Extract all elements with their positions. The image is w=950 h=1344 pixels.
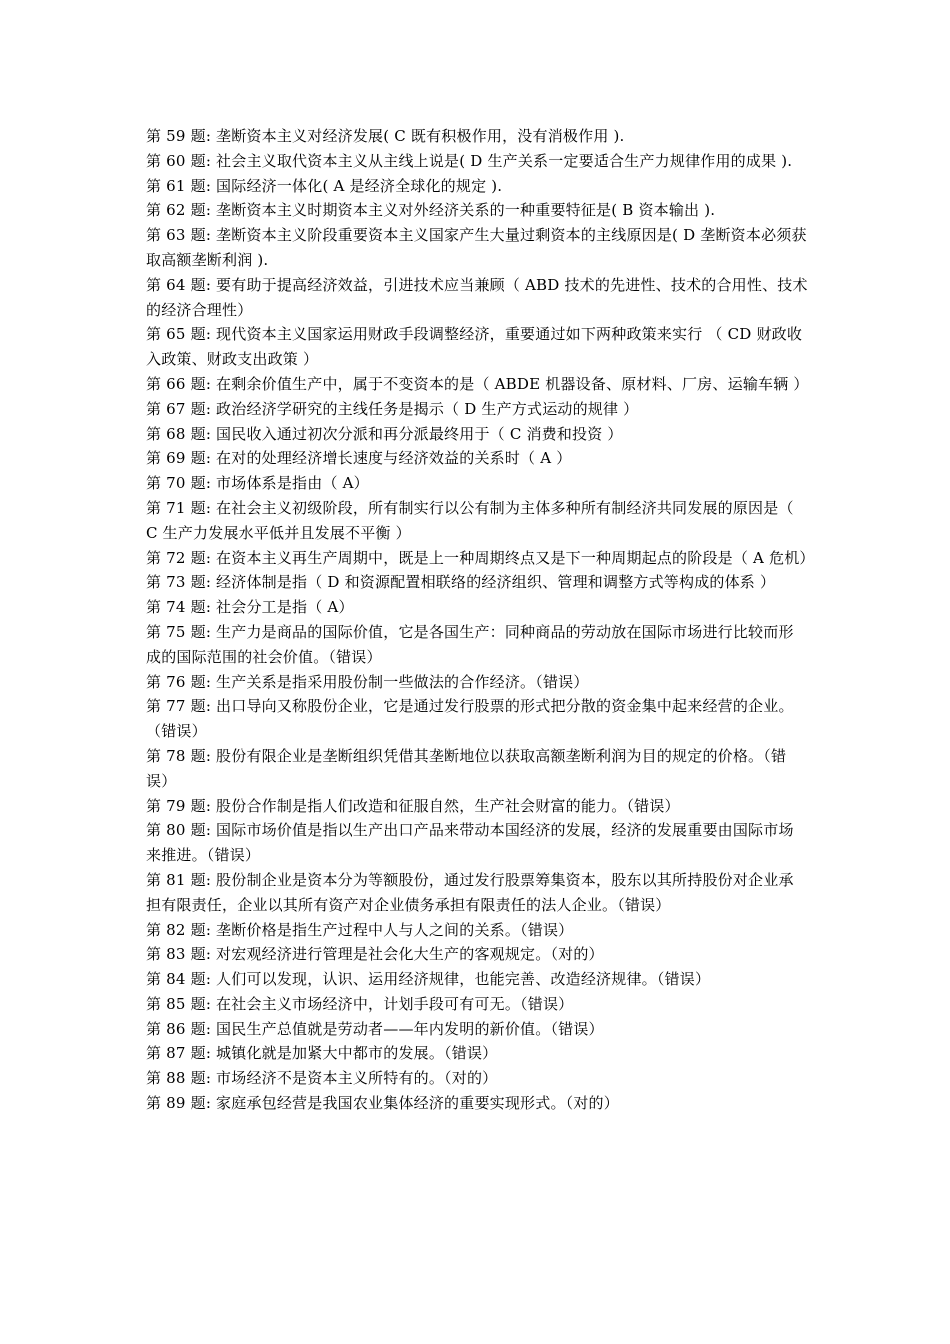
question-64: 第 64 题: 要有助于提高经济效益，引进技术应当兼顾（ ABD 技术的先进性、技术的合用性、技术的经济合理性）: [146, 275, 808, 319]
question-72: 第 72 题: 在资本主义再生产周期中，既是上一种周期终点又是下一种周期起点的阶段是（ A 危机）: [146, 548, 815, 567]
question-84: 第 84 题: 人们可以发现，认识、运用经济规律，也能完善、改造经济规律。（错误）: [146, 970, 711, 989]
question-88: 第 88 题: 市场经济不是资本主义所特有的。（对的）: [146, 1069, 498, 1088]
question-74: 第 74 题: 社会分工是指（ A）: [146, 598, 354, 617]
question-78: 第 78 题: 股份有限企业是垄断组织凭借其垄断地位以获取高额垄断利润为目的规定的价格。（错误）: [146, 746, 787, 790]
question-80: 第 80 题: 国际市场价值是指以生产出口产品来带动本国经济的发展，经济的发展重要由国际市场来推进。（错误）: [146, 821, 794, 865]
question-69: 第 69 题: 在对的处理经济增长速度与经济效益的关系时（ A ）: [146, 449, 572, 468]
question-81: 第 81 题: 股份制企业是资本分为等额股份，通过发行股票筹集资本，股东以其所持股份对企业承担有限责任，企业以其所有资产对企业债务承担有限责任的法人企业。（错误）: [146, 870, 794, 914]
question-76: 第 76 题: 生产关系是指采用股份制一些做法的合作经济。（错误）: [146, 672, 589, 691]
question-86: 第 86 题: 国民生产总值就是劳动者——年内发明的新价值。（错误）: [146, 1019, 604, 1038]
question-60: 第 60 题: 社会主义取代资本主义从主线上说是( D 生产关系一定要适合生产力规律作用的成果 ).: [146, 151, 793, 170]
question-89: 第 89 题: 家庭承包经营是我国农业集体经济的重要实现形式。（对的）: [146, 1094, 619, 1113]
question-87: 第 87 题: 城镇化就是加紧大中都市的发展。（错误）: [146, 1044, 498, 1063]
question-83: 第 83 题: 对宏观经济进行管理是社会化大生产的客观规定。（对的）: [146, 945, 604, 964]
question-67: 第 67 题: 政治经济学研究的主线任务是揭示（ D 生产方式运动的规律 ）: [146, 399, 639, 418]
question-62: 第 62 题: 垄断资本主义时期资本主义对外经济关系的一种重要特征是( B 资本输出 ).: [146, 201, 716, 220]
question-63: 第 63 题: 垄断资本主义阶段重要资本主义国家产生大量过剩资本的主线原因是( D 垄断资本必须获取高额垄断利润 ).: [146, 226, 807, 269]
question-75: 第 75 题: 生产力是商品的国际价值，它是各国生产：同种商品的劳动放在国际市场进行比较而形成的国际范围的社会价值。（错误）: [146, 622, 794, 666]
question-85: 第 85 题: 在社会主义市场经济中，计划手段可有可无。（错误）: [146, 994, 574, 1013]
question-70: 第 70 题: 市场体系是指由（ A）: [146, 474, 369, 493]
question-66: 第 66 题: 在剩余价值生产中，属于不变资本的是（ ABDE 机器设备、原材料、厂房、运输车辆 ）: [146, 374, 809, 393]
question-73: 第 73 题: 经济体制是指（ D 和资源配置相联络的经济组织、管理和调整方式等构成的体系 ）: [146, 573, 776, 592]
question-68: 第 68 题: 国民收入通过初次分派和再分派最终用于（ C 消费和投资 ）: [146, 424, 623, 443]
question-71: 第 71 题: 在社会主义初级阶段，所有制实行以公有制为主体多种所有制经济共同发展的原因是（ C 生产力发展水平低并且发展不平衡 ）: [146, 498, 794, 542]
question-list: [146, 124, 815, 1116]
question-82: 第 82 题: 垄断价格是指生产过程中人与人之间的关系。（错误）: [146, 920, 574, 939]
question-77: 第 77 题: 出口导向又称股份企业，它是通过发行股票的形式把分散的资金集中起来经营的企业。（错误）: [146, 697, 794, 741]
question-59: 第 59 题: 垄断资本主义对经济发展( C 既有积极作用，没有消极作用 ).: [146, 127, 625, 145]
question-65: 第 65 题: 现代资本主义国家运用财政手段调整经济，重要通过如下两种政策来实行 （ CD 财政收入政策、财政支出政策 ）: [146, 325, 803, 369]
question-79: 第 79 题: 股份合作制是指人们改造和征服自然，生产社会财富的能力。（错误）: [146, 796, 680, 815]
question-61: 第 61 题: 国际经济一体化( A 是经济全球化的规定 ).: [146, 176, 503, 195]
